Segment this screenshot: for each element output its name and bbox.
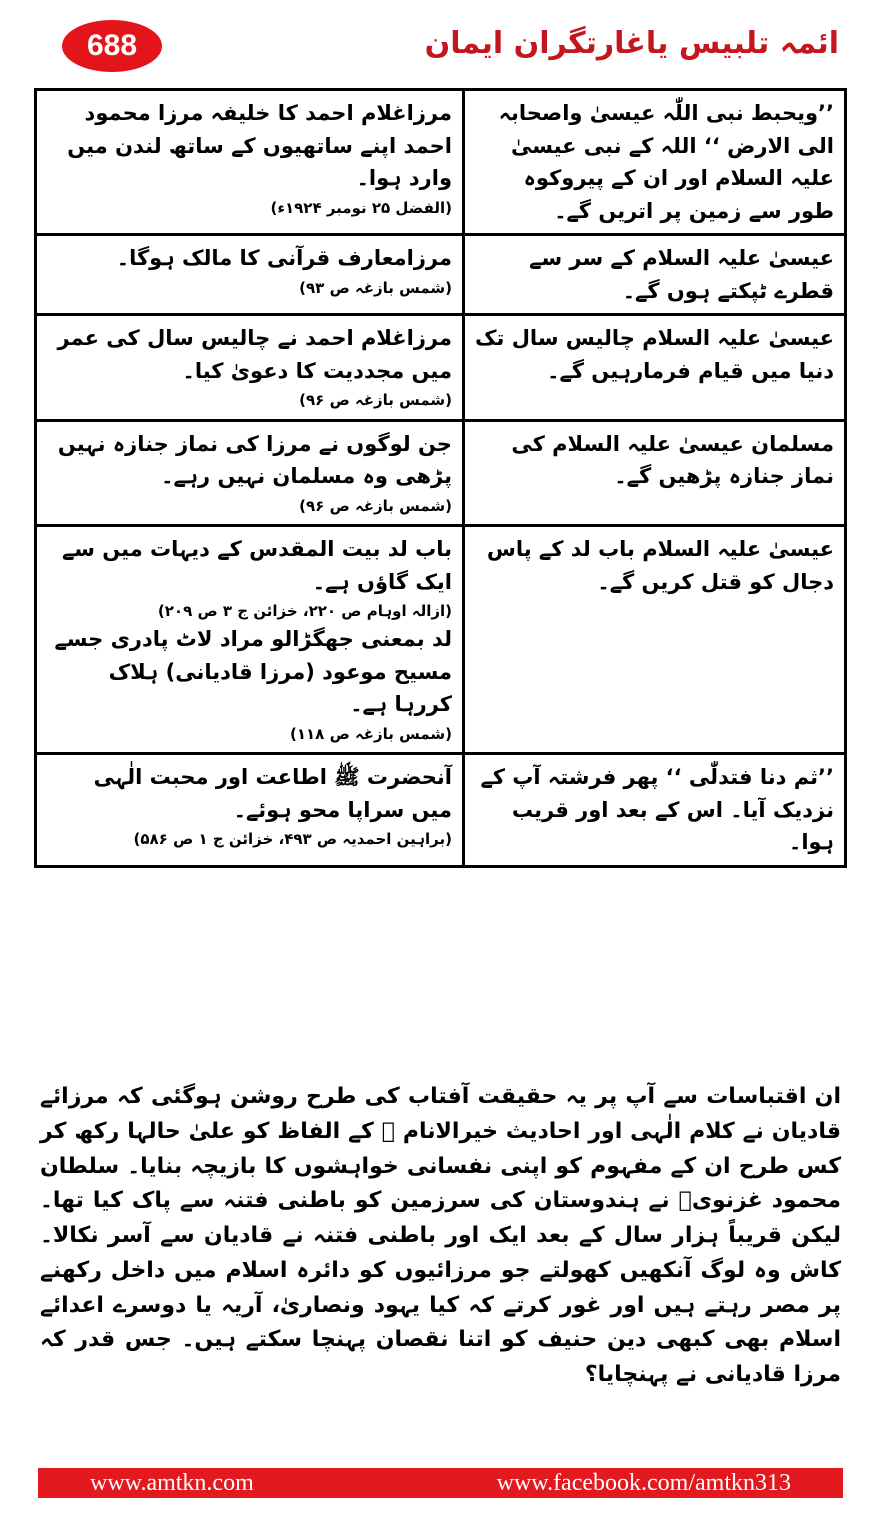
table-cell-left xyxy=(36,235,464,315)
cell-text: مرزامعارف قرآنی کا مالک ہوگا۔ xyxy=(116,246,452,271)
table-row xyxy=(36,90,846,235)
cell-text: عیسیٰ علیہ السلام کے سر سے قطرے ٹپکتے ہوں گے۔ xyxy=(529,246,834,303)
reference-citation: (شمس بازغہ ص ۹۶) xyxy=(299,391,452,410)
page-number-badge: 688 xyxy=(62,20,162,72)
cell-text: ’’ثم دنا فتدلّٰی ‘‘ پھر فرشتہ آپ کے نزدیک آیا۔ اس کے بعد اور قریب ہوا۔ xyxy=(480,765,834,855)
book-title: ائمہ تلبیس یاغارتگران ایمان xyxy=(424,26,839,61)
cell-text: عیسیٰ علیہ السلام باب لد کے پاس دجال کو قتل کریں گے۔ xyxy=(486,536,834,594)
cell-text: جن لوگوں نے مرزا کی نماز جنازہ نہیں پڑھی وہ مسلمان نہیں رہے۔ xyxy=(57,431,452,489)
table-cell-right xyxy=(464,315,846,420)
reference-citation: (شمس بازغہ ص ۱۱۸) xyxy=(290,724,452,743)
cell-text: مسلمان عیسیٰ علیہ السلام کی نماز جنازہ پڑھیں گے۔ xyxy=(511,431,834,489)
conclusion-paragraph: ان اقتباسات سے آپ پر یہ حقیقت آفتاب کی طرح روشن ہوگئی کہ مرزائے قادیان نے کلام الٰہی اور احادیث خیرالانام ﷺ کے الفاظ کو علیٰ حالہا رکھ کر کس طرح ان کے مفہوم کو اپنی نفسانی خواہشوں کا بازیچہ بنایا۔ سلطان محمود غزنویؒ نے ہندوستان کی سرزمین کو باطنی فتنہ سے پاک کیا تھا۔ لیکن قریباً ہزار سال کے بعد ایک اور باطنی فتنہ نے قادیان سے آسر نکالا۔ کاش وہ لوگ آنکھیں کھولتے جو مرزائیوں کو دائرہ اسلام میں داخل رکھنے پر مصر رہتے ہیں اور غور کرتے کہ کیا یہود ونصاریٰ، آریہ یا دوسرے اعدائے اسلام بھی کبھی دین حنیف کو اتنا نقصان پہنچا سکتے ہیں۔ جس قدر کہ مرزا قادیانی نے پہنچایا؟ xyxy=(40,1084,841,1387)
reference-citation: (ازالہ اوہام ص ۲۲۰، خزائن ج ۳ ص ۲۰۹) xyxy=(157,602,452,621)
table-cell-right xyxy=(464,235,846,315)
table-row xyxy=(36,420,846,525)
table-cell-right xyxy=(464,525,846,753)
table-row xyxy=(36,315,846,420)
table-row xyxy=(36,754,846,867)
cell-text: ’’ویحبط نبی اللّٰہ عیسیٰ واصحابہ الی الارض ‘‘ اللہ کے نبی عیسیٰ علیہ السلام اور ان کے پیروکوہ طور سے زمین پر اتریں گے۔ xyxy=(498,101,834,223)
reference-citation: (الفضل ۲۵ نومبر ۱۹۲۴ء) xyxy=(270,198,452,217)
reference-citation: (شمس بازغہ ص ۹۳) xyxy=(299,278,452,297)
table-row xyxy=(36,525,846,753)
comparison-table xyxy=(34,88,847,868)
table-cell-left xyxy=(36,315,464,420)
cell-text: باب لد بیت المقدس کے دیہات میں سے ایک گاؤں ہے۔ xyxy=(61,536,452,594)
table-cell-left xyxy=(36,754,464,867)
reference-citation: (براہین احمدیہ ص ۴۹۳، خزائن ج ۱ ص ۵۸۶) xyxy=(133,830,452,849)
table-cell-left xyxy=(36,420,464,525)
table-row xyxy=(36,235,846,315)
cell-text: عیسیٰ علیہ السلام چالیس سال تک دنیا میں قیام فرمارہیں گے۔ xyxy=(475,326,834,383)
cell-text: مرزاغلام احمد کا خلیفہ مرزا محمود احمد اپنے ساتھیوں کے ساتھ لندن میں وارد ہوا۔ xyxy=(67,101,452,191)
table-cell-right xyxy=(464,754,846,867)
table-cell-left xyxy=(36,525,464,753)
facebook-link[interactable]: www.facebook.com/amtkn313 xyxy=(496,1469,791,1496)
table-cell-left xyxy=(36,90,464,235)
reference-citation: (شمس بازغہ ص ۹۶) xyxy=(299,496,452,515)
footer-bar xyxy=(38,1468,843,1498)
table-cell-right xyxy=(464,420,846,525)
website-link[interactable]: www.amtkn.com xyxy=(90,1469,254,1496)
cell-text: آنحضرت ﷺ اطاعت اور محبت الٰہی میں سراپا محو ہوئے۔ xyxy=(93,765,452,822)
cell-text-extra: لد بمعنی جھگڑالو مراد لاٹ پادری جسے مسیح موعود (مرزا قادیانی) ہلاک کررہا ہے۔ xyxy=(54,627,452,717)
table-cell-right xyxy=(464,90,846,235)
cell-text: مرزاغلام احمد نے چالیس سال کی عمر میں مجددیت کا دعویٰ کیا۔ xyxy=(57,326,452,383)
